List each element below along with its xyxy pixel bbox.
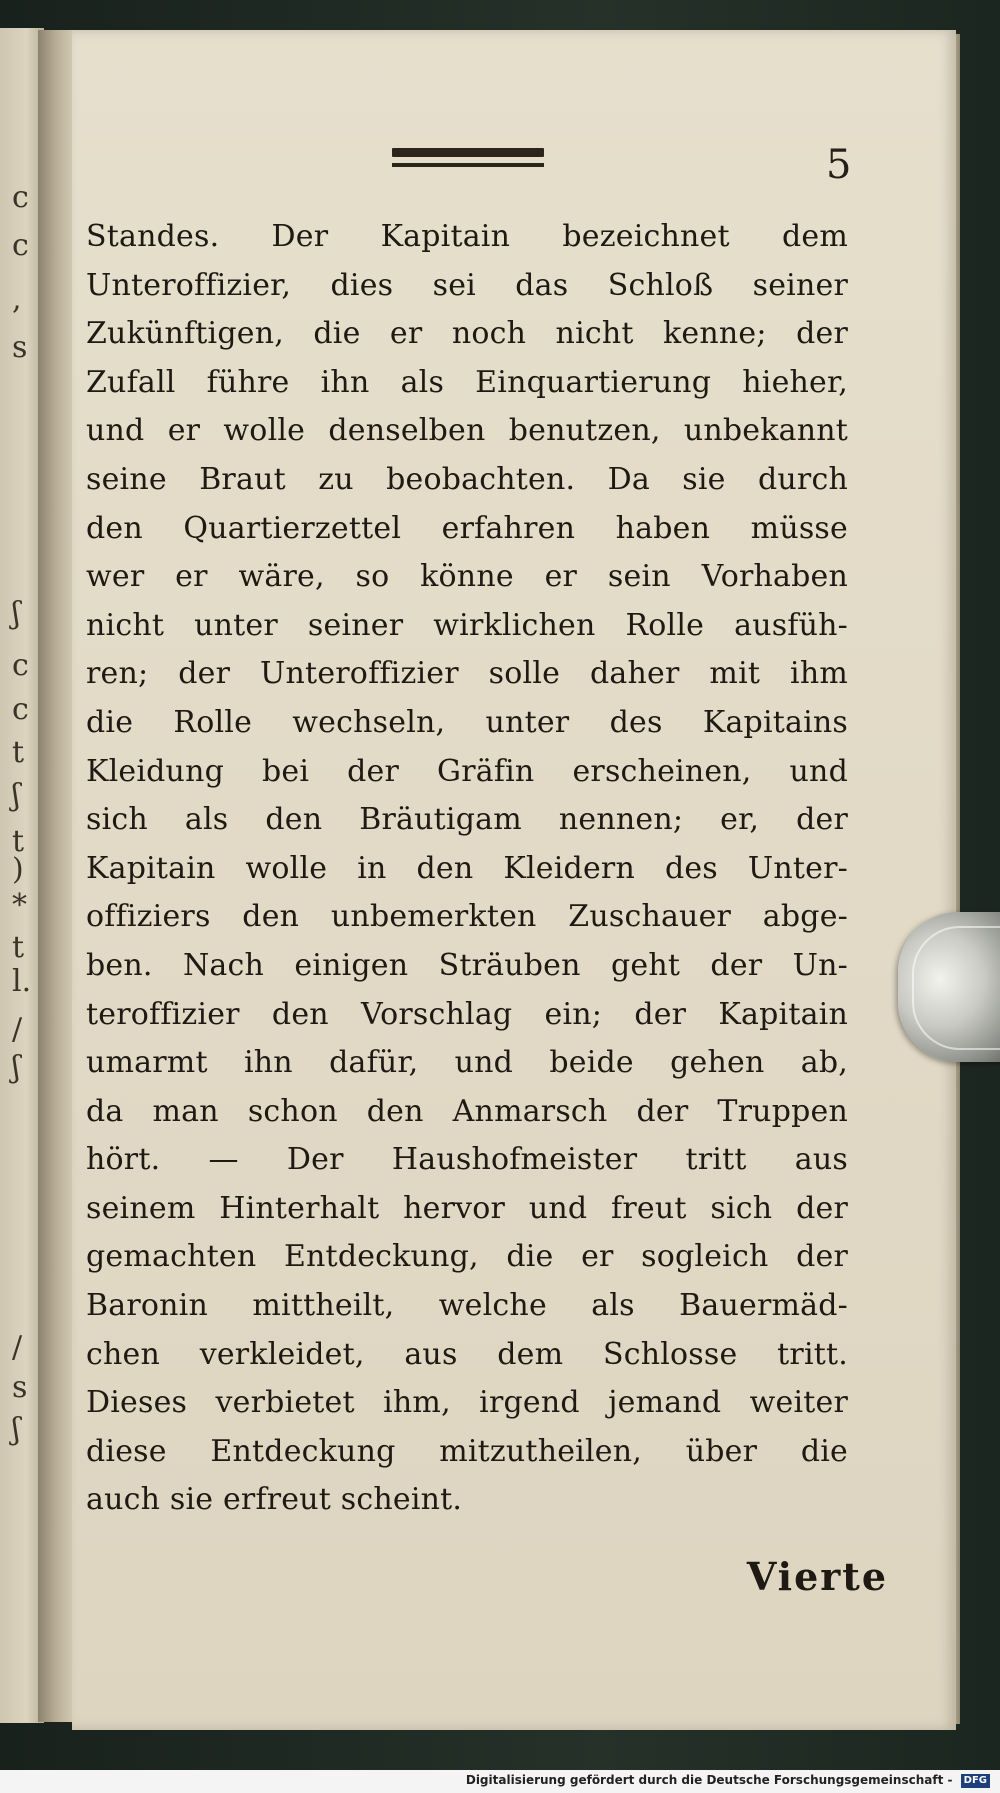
text-line: den Quartierzettel erfahren haben müsse: [86, 510, 848, 546]
dfg-logo-icon: DFG: [961, 1774, 990, 1788]
text-line: nicht unter seiner wirklichen Rolle ausfüh-: [86, 607, 848, 643]
text-line: offiziers den unbemerkten Zuschauer abge-: [86, 899, 848, 935]
footer-credit-text: Digitalisierung gefördert durch die Deutsche Forschungsgemeinschaft -: [465, 1773, 953, 1787]
text-line: chen verkleidet, aus dem Schlosse tritt.: [86, 1336, 848, 1372]
page-clip-highlight: [912, 926, 1000, 1050]
facing-page-mark: s: [12, 1370, 28, 1405]
text-line: Dieses verbietet ihm, irgend jemand weiter: [86, 1385, 848, 1421]
text-line: Zufall führe ihn als Einquartierung hieher,: [86, 364, 848, 400]
text-line: Kleidung bei der Gräfin erscheinen, und: [86, 753, 848, 789]
facing-page-mark: ): [12, 852, 24, 887]
facing-page-mark: c: [12, 648, 29, 683]
facing-page-mark: *: [12, 888, 27, 923]
footer-bar: [0, 1770, 1000, 1793]
text-line: auch sie erfreut scheint.: [86, 1482, 463, 1518]
text-line: Standes. Der Kapitain bezeichnet dem: [86, 219, 848, 254]
facing-page-mark: c: [12, 228, 29, 263]
text-line: wer er wäre, so könne er sein Vorhaben: [86, 559, 848, 595]
facing-page-mark: /: [12, 1330, 23, 1365]
facing-page-mark: ʃ: [12, 1050, 21, 1085]
footer-credit: [466, 1773, 990, 1788]
facing-page-mark: t: [12, 930, 25, 965]
facing-page-mark: ,: [12, 282, 22, 317]
facing-page-mark: t: [12, 735, 25, 770]
header-ornament-rule: [392, 148, 544, 172]
text-line: Zukünftigen, die er noch nicht kenne; der: [86, 316, 848, 352]
text-line: teroffizier den Vorschlag ein; der Kapitain: [86, 996, 848, 1032]
text-line: Unteroffizier, dies sei das Schloß seiner: [86, 267, 848, 303]
catchword: Vierte: [746, 1554, 888, 1599]
text-line: hört. — Der Haushofmeister tritt aus: [86, 1142, 848, 1178]
text-line: umarmt ihn dafür, und beide gehen ab,: [86, 1045, 848, 1081]
facing-page-mark: ʃ: [12, 1412, 21, 1447]
facing-page-mark: /: [12, 1012, 23, 1047]
text-line: seinem Hinterhalt hervor und freut sich der: [86, 1190, 848, 1226]
text-line: Baronin mittheilt, welche als Bauermäd-: [86, 1288, 848, 1324]
facing-page-mark: s: [12, 330, 28, 365]
text-line: und er wolle denselben benutzen, unbekannt: [86, 413, 848, 449]
facing-page-mark: ʃ: [12, 778, 21, 813]
text-line: sich als den Bräutigam nennen; er, der: [86, 802, 848, 838]
facing-page-mark: l.: [12, 964, 32, 999]
text-line: seine Braut zu beobachten. Da sie durch: [86, 461, 848, 497]
page-clip: [898, 912, 1000, 1062]
header-rule-thick: [392, 148, 544, 157]
page-body-text: [86, 213, 848, 1525]
facing-page-mark: c: [12, 692, 29, 727]
header-rule-thin: [392, 163, 544, 167]
page-number: 5: [826, 142, 852, 188]
text-line: ben. Nach einigen Sträuben geht der Un-: [86, 947, 848, 983]
text-line: diese Entdeckung mitzutheilen, über die: [86, 1433, 848, 1469]
text-line: da man schon den Anmarsch der Truppen: [86, 1093, 848, 1129]
text-line: ren; der Unteroffizier solle daher mit ihm: [86, 656, 848, 692]
facing-page-mark: t: [12, 824, 25, 859]
text-line: die Rolle wechseln, unter des Kapitains: [86, 704, 848, 740]
text-line: Kapitain wolle in den Kleidern des Unter-: [86, 850, 848, 886]
facing-page-mark: ʃ: [12, 596, 21, 631]
facing-page-mark: c: [12, 180, 29, 215]
text-line: gemachten Entdeckung, die er sogleich der: [86, 1239, 848, 1275]
